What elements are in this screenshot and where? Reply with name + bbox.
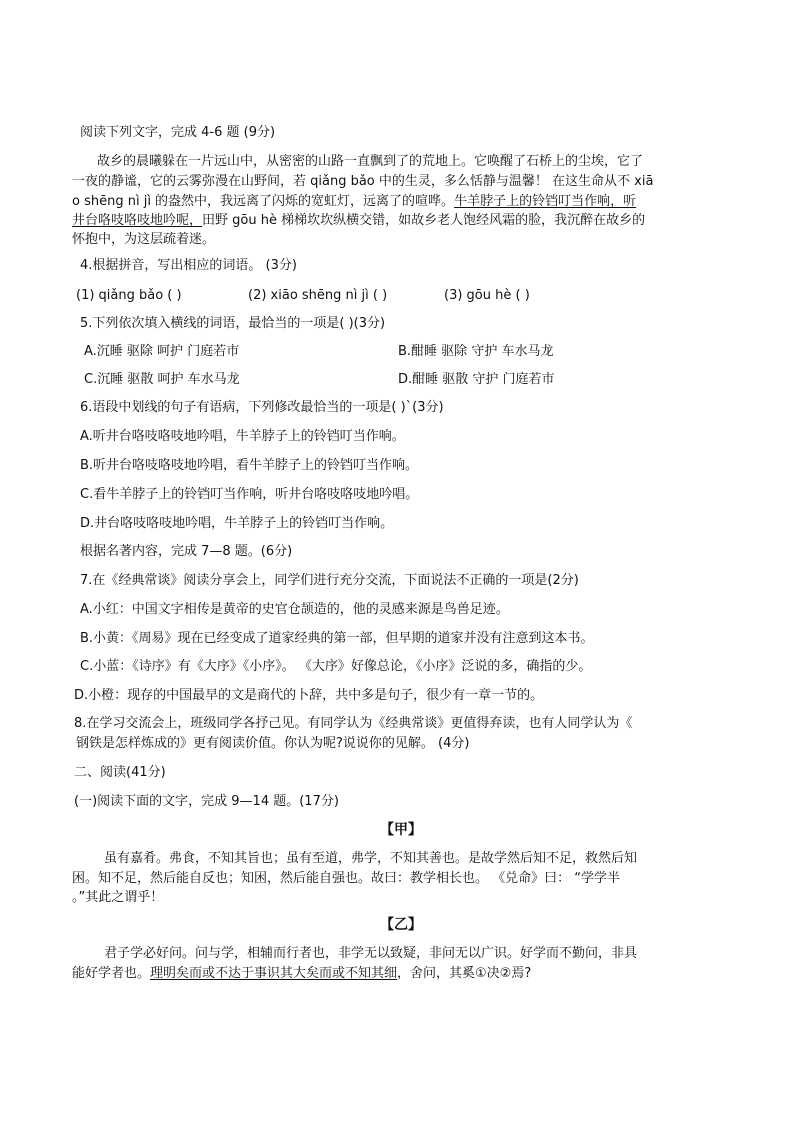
part-subtitle: (一)阅读下面的文字，完成 9—14 题。(17分) <box>74 794 339 809</box>
question-7-option-d: D.小橙：现存的中国最早的文是商代的卜辞，共中多是句子，很少有一章一节的。 <box>74 688 544 703</box>
question-8-line: 8.在学习交流会上，班级同学各抒己见。有同学认为《经典常谈》更值得弃读，也有人同学认为《 <box>74 716 633 731</box>
question-5-option-b: B.酣睡 驱除 守护 车水马龙 <box>398 344 554 359</box>
question-4-blank-1: (1) qiǎng bǎo ( ) <box>76 288 182 303</box>
question-5-option-c: C.沉睡 驱散 呵护 车水马龙 <box>84 372 240 387</box>
passage-text: 能好学者也。 <box>72 966 151 981</box>
question-7-option-a: A.小红：中国文字相传是黄帝的史官仓颉造的，他的灵感来源是鸟兽足迹。 <box>80 602 509 617</box>
question-7-option-c: C.小蓝：《诗序》有《大序》《小序》。 《大序》好像总论，《小序》泛说的多，确指的少。 <box>80 659 592 674</box>
passage-line <box>72 193 636 211</box>
passage-line: 虽有嘉肴。弗食，不知其旨也；虽有至道，弗学，不知其善也。是故学然后知不足，救然后知 <box>104 851 638 866</box>
underlined-sentence: 理明矣而或不达于事识其大矣而或不知其细 <box>150 966 398 981</box>
question-5-option-d: D.酣睡 驱散 守护 门庭若市 <box>398 372 555 387</box>
question-6-stem: 6.语段中划线的句子有语病，下列修改最恰当的一项是( )`(3分) <box>80 400 444 415</box>
passage-line: 怀抱中，为这层疏着迷。 <box>72 232 216 247</box>
passage-text: 田野 gōu hè 梯梯坎坎纵横交错，如故乡老人饱经风霜的脸，我沉醉在故乡的 <box>202 213 646 228</box>
part-title: 二、阅读(41分) <box>74 765 166 780</box>
question-7-stem: 7.在《经典常谈》阅读分享会上，同学们进行充分交流，下面说法不正确的一项是(2分) <box>80 573 579 588</box>
passage-line: 。”其此之谓乎！ <box>72 890 164 905</box>
question-7-option-b: B.小黄：《周易》现在已经变成了道家经典的第一部，但早期的道家并没有注意到这本书。 <box>80 631 594 646</box>
passage-line: 困。知不足，然后能自反也；知困，然后能自强也。故曰：教学相长也。 《兑命》曰： “学学半 <box>72 871 621 886</box>
question-6-option-a: A.听井台咯吱咯吱地吟唱，牛羊脖子上的铃铛叮当作响。 <box>80 429 405 444</box>
passage-text: o shēng nì jì 的盎然中，我远离了闪烁的宽虹灯，远离了的喧哗。 <box>72 194 455 209</box>
question-4-blank-3: (3) gōu hè ( ) <box>444 288 530 303</box>
question-5-stem: 5.下列依次填入横线的词语，最恰当的一项是( )(3分) <box>80 316 386 331</box>
passage-line: 故乡的晨曦躲在一片远山中，从密密的山路一直飘到了的荒地上。它唤醒了石桥上的尘埃，它了 <box>97 154 644 169</box>
passage-line <box>72 965 531 983</box>
passage-title-yi: 【乙】 <box>380 917 422 933</box>
passage-line <box>72 212 645 230</box>
passage-line: 一夜的静谧，它的云雾弥漫在山野间，若 qiǎng bǎo 中的生灵，多么恬静与温馨！ 在这生命从不 xiā <box>72 174 654 189</box>
passage-title-jia: 【甲】 <box>380 822 422 838</box>
underlined-sentence: 井台咯吱咯吱地吟呢， <box>72 213 203 228</box>
question-6-option-b: B.听井台咯吱咯吱地吟唱，看牛羊脖子上的铃铛叮当作响。 <box>80 458 419 473</box>
passage-text: ，舍问，其奚①决②焉? <box>397 966 532 981</box>
section-intro: 阅读下列文字，完成 4-6 题 (9分) <box>80 125 276 140</box>
question-6-option-c: C.看牛羊脖子上的铃铛叮当作响，听井台咯吱咯吱地吟唱。 <box>80 487 419 502</box>
question-4-blank-2: (2) xiāo shēng nì jì ( ) <box>248 288 388 303</box>
passage-line: 君子学必好问。问与学，相辅而行者也，非学无以致疑，非问无以广识。好学而不勤问，非具 <box>104 946 638 961</box>
question-6-option-d: D.井台咯吱咯吱地吟唱，牛羊脖子上的铃铛叮当作响。 <box>80 516 394 531</box>
question-8-line: 钢铁是怎样炼成的》更有阅读价值。你认为呢?说说你的见解。 (4分) <box>76 736 470 751</box>
question-5-option-a: A.沉睡 驱除 呵护 门庭若市 <box>84 344 240 359</box>
question-4-stem: 4.根据拼音，写出相应的词语。 (3分) <box>80 258 297 273</box>
section-intro: 根据名著内容，完成 7—8 题。(6分) <box>80 544 293 559</box>
underlined-sentence: 牛羊脖子上的铃铛叮当作响，听 <box>454 194 637 209</box>
